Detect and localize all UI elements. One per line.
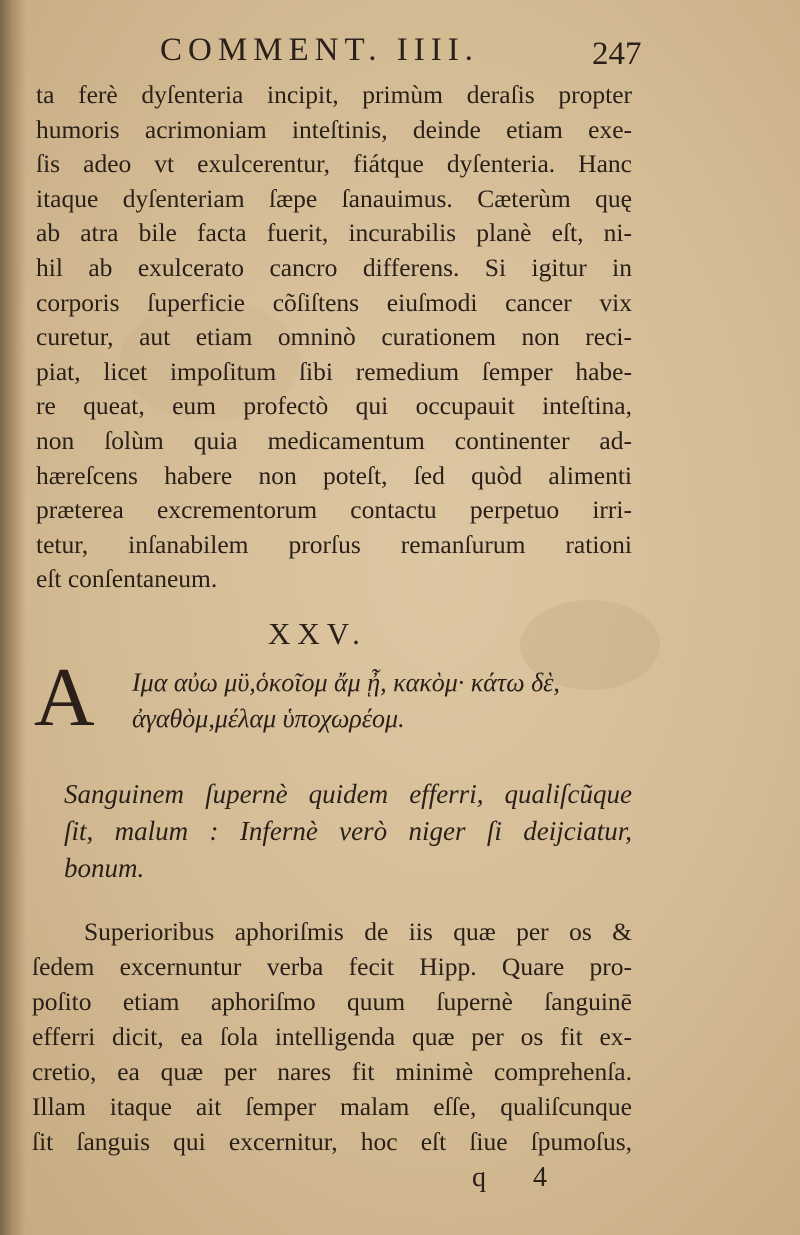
text-line: tetur, inſanabilem prorſus remanſurum rationi bbox=[36, 529, 632, 559]
commentary-line: Illam itaque ait ſemper malam eſſe, qualiſcunque bbox=[32, 1092, 632, 1121]
text-line: præterea excrementorum contactu perpetuo irri- bbox=[36, 495, 632, 525]
commentary-line: cretio, ea quæ per nares fit minimè comprehenſa. bbox=[32, 1057, 632, 1086]
translation-line: ſit, malum : Infernè verò niger ſi deijciatur, bbox=[64, 816, 632, 846]
page-number: 247 bbox=[592, 36, 642, 72]
translation-line: Sanguinem ſupernè quidem efferri, qualiſcũque bbox=[64, 779, 632, 809]
text-line: corporis ſuperficie cõſiſtens eiuſmodi cancer vix bbox=[36, 287, 632, 317]
text-line: piat, licet impoſitum ſibi remedium ſemper habe- bbox=[36, 356, 632, 386]
commentary-line: poſito etiam aphoriſmo quum ſupernè ſanguinē bbox=[32, 987, 632, 1016]
text-line: itaque dyſenteriam ſæpe ſanauimus. Cæterùm quę bbox=[36, 183, 632, 213]
text-line: hæreſcens habere non poteſt, ſed quòd alimenti bbox=[36, 460, 632, 490]
greek-line: ἀγαθὸμ,μέλαμ ὑποχωρέομ. bbox=[132, 704, 405, 733]
text-line: eſt conſentaneum. bbox=[36, 564, 218, 594]
text-line: non ſolùm quia medicamentum continenter ad- bbox=[36, 425, 632, 455]
commentary bbox=[32, 914, 632, 1159]
commentary-line: ſit ſanguis qui excernitur, hoc eſt ſiue ſpumoſus, bbox=[32, 1127, 632, 1156]
signature-mark: q 4 bbox=[472, 1162, 567, 1193]
text-line: humoris acrimoniam inteſtinis, deinde etiam exe- bbox=[36, 114, 632, 144]
commentary-continuation bbox=[36, 78, 632, 597]
commentary-line: efferri dicit, ea ſola intelligenda quæ per os fit ex- bbox=[32, 1022, 632, 1051]
greek-aphorism bbox=[32, 651, 632, 744]
drop-cap: A bbox=[34, 651, 95, 744]
commentary-line: Superioribus aphoriſmis de iis quæ per os & bbox=[84, 917, 632, 946]
latin-translation bbox=[64, 776, 632, 887]
section-number: XXV. bbox=[268, 616, 367, 651]
text-line: hil ab exulcerato cancro differens. Si igitur in bbox=[36, 252, 632, 282]
text-line: ta ferè dyſenteria incipit, primùm deraſis propter bbox=[36, 80, 632, 109]
text-line: curetur, aut etiam omninò curationem non reci- bbox=[36, 322, 632, 352]
translation-line: bonum. bbox=[64, 853, 145, 883]
running-head: COMMENT. IIII. bbox=[160, 32, 479, 68]
page-header bbox=[0, 32, 800, 82]
greek-line: Ιμα αὐω μϋ,ὁκοῖομ ἄμ ᾖ, κακὸμ· κάτω δὲ, bbox=[132, 668, 560, 697]
binding-shadow bbox=[0, 0, 26, 1235]
text-line: ab atra bile facta fuerit, incurabilis planè eſt, ni- bbox=[36, 218, 632, 248]
text-line: re queat, eum profectò qui occupauit inteſtina, bbox=[36, 391, 632, 421]
text-line: ſis adeo vt exulcerentur, fiátque dyſenteria. Hanc bbox=[36, 149, 632, 179]
commentary-line: ſedem excernuntur verba fecit Hipp. Quare pro- bbox=[32, 952, 632, 981]
